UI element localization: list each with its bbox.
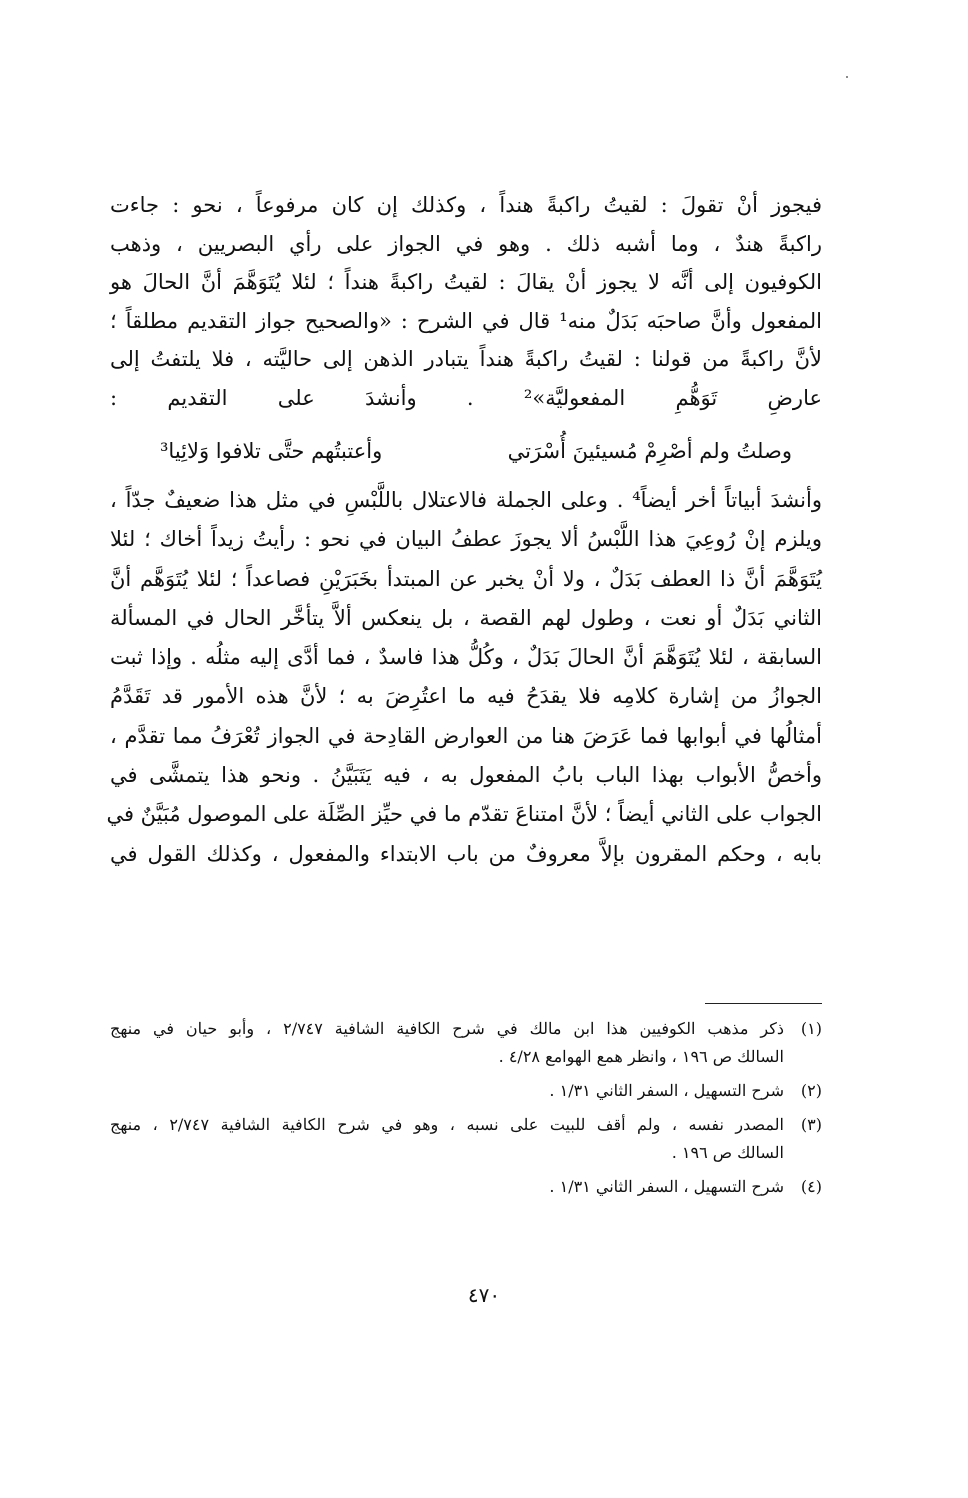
verse-second-hemistich: وأعتبتُهم حتَّى تلافوا وَلائِيا³ [160,439,383,463]
footnote-line: ذكر مذهب الكوفيين هذا ابن مالك في شرح الكافية الشافية ٢/٧٤٧ ، وأبو حيان في منهج [110,1019,784,1038]
footnote-separator [705,1003,822,1004]
main-text [106,186,823,874]
text-line: ويلزم إنْ رُوعِيَ هذا اللَّبْسُ ألا يجوزَ عطفُ البيان في نحو : رأيتُ زيداً أخاك ؛ لئلا [110,527,822,552]
footnotes [110,1015,822,1207]
text-line: المفعول وأنَّ صاحبَه بَدَلٌ منه¹ قال في الشرح : «والصحيح جواز التقديم مطلقاً ؛ [110,308,822,333]
footnote-text [110,1077,784,1105]
text-line: الجوازُ من إشارة كلامِه فلا يقدَحُ فيه ما اعتُرِضَ به ؛ لأنَّ هذه الأمور قد تَقَدَّمُ [110,684,822,709]
footnote [110,1015,822,1071]
text-line: راكبةً هندٌ ، وما أشبه ذلك . وهو في الجواز على رأي البصريين ، وذهب [110,231,822,256]
footnote [110,1111,822,1167]
footnote-line: شرح التسهيل ، السفر الثاني ١/٣١ . [549,1177,784,1196]
text-line: بابه ، وحكم المقرون بإلاَّ معروفٌ من باب الابتداء والمفعول ، وكذلك القول في [110,841,822,866]
text-line: الثاني بَدَلٌ أو نعت ، وطول لهم القصة ، بل ينعكس ألاَّ يتأخَّر الحال في المسألة [110,605,822,630]
footnote-text [110,1015,784,1071]
text-line: الكوفيون إلى أنَّه لا يجوز أنْ يقالَ : لقيتُ راكبةً هنداً ؛ لئلا يُتَوَهَّمَ أنَّ الحالَ هو [110,270,822,294]
footnote-number: (٤) [800,1177,822,1196]
footnote-number: (١) [800,1019,822,1038]
footnote-line: المصدر نفسه ، ولم أقف للبيت على نسبه ، وهو في شرح الكافية الشافية ٢/٧٤٧ ، منهج [110,1115,785,1134]
footnote-line: السالك ص ١٩٦ . [671,1143,784,1162]
text-line: عارضِ تَوَهُّمِ المفعوليَّة»² . وأنشدَ على التقديم : [110,385,822,410]
page-number: ٤٧٠ [467,1283,501,1307]
scan-speck [846,76,848,78]
text-line: أمثالُها في أبوابها فما عَرَضَ هنا من العوارض القادِحة في الجواز تُعْرَفُ مما تقدَّم ، [110,723,822,748]
footnote-text [110,1173,784,1201]
footnote-line: السالك ص ١٩٦ ، وانظر همع الهوامع ٤/٢٨ . [498,1047,784,1066]
text-line: الجواب على الثاني أيضاً ؛ لأنَّ امتناعَ تقدّم ما في حيِّز الصِّلَة على الموصول مُبَيَّنٌ في [106,802,822,827]
poetry-verse [110,421,822,481]
verse-first-hemistich: وصلتُ ولم أصْرِمْ مُسيئينَ أُسْرَتي [507,439,792,463]
text-line: وأخصُّ الأبواب بهذا الباب بابُ المفعول به ، فيه يَتَبَيَّنُ . ونحو هذا يتمشَّى في [110,763,822,788]
footnote-text [110,1111,784,1167]
footnote-line: شرح التسهيل ، السفر الثاني ١/٣١ . [549,1081,784,1100]
text-line: فيجوز أنْ تقولَ : لقيتُ راكبةً هنداً ، وكذلك إن كان مرفوعاً ، نحو : جاءت [110,193,822,217]
footnote-number: (٣) [800,1115,822,1134]
text-line: وأنشدَ أبياتاً أخر أيضاً⁴ . وعلى الجملة فالاعتلال باللَّبْسِ في مثل هذا ضعيفٌ جدّاً ، [110,488,823,512]
footnote [110,1173,822,1201]
text-line: لأنَّ راكبةً من قولنا : لقيتُ راكبةً هنداً يتبادر الذهن إلى حاليَّته ، فلا يلتفتُ إلى [110,347,822,371]
text-line: السابقة ، لئلا يُتَوَهَّمَ أنَّ الحالَ بَدَلٌ ، وكُلُّ هذا فاسدٌ ، فما أدَّى إليه مثلُه . وإذا ثبت [110,645,822,670]
text-line: يُتَوَهَّمَ أنَّ ذا العطف بَدَلٌ ، ولا أنْ يخبر عن المبتدأ بخَبَرَيْنِ فصاعداً ؛ لئلا يُتَوَهَّم أنَّ [110,566,822,591]
footnote-number: (٢) [800,1081,822,1100]
footnote [110,1077,822,1105]
